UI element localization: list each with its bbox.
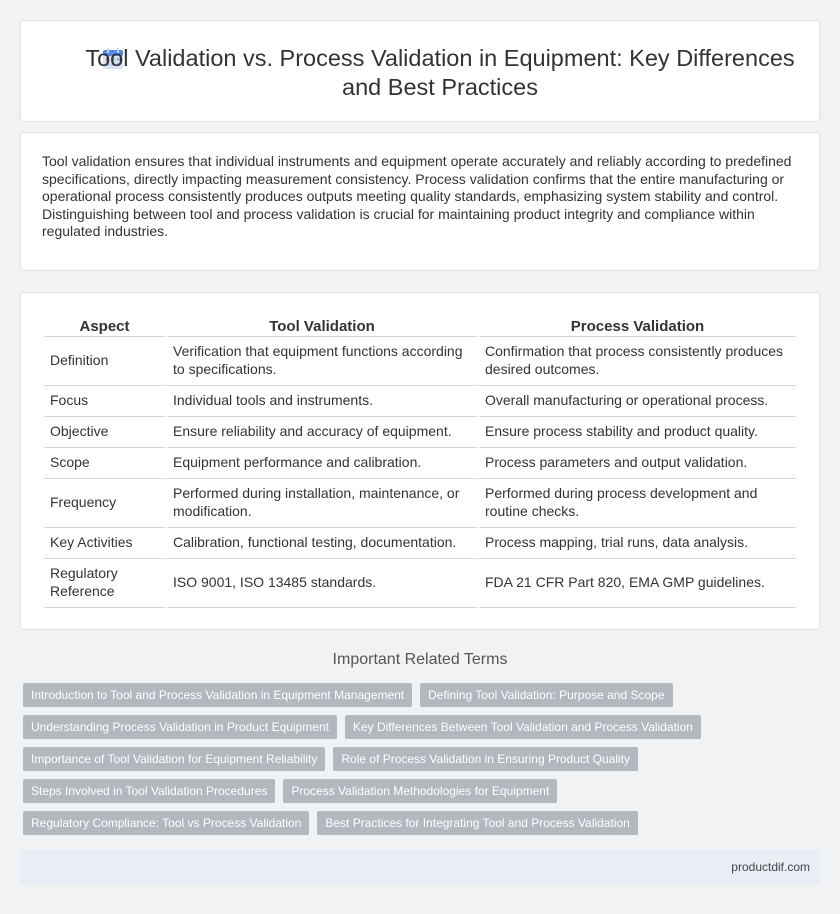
related-term-tag[interactable]: Introduction to Tool and Process Validation in Equipment Management <box>23 683 412 707</box>
comparison-card <box>20 292 820 630</box>
row-aspect: Objective <box>44 417 165 448</box>
related-term-tag[interactable]: Role of Process Validation in Ensuring Product Quality <box>333 747 638 771</box>
related-term-tag[interactable]: Importance of Tool Validation for Equipment Reliability <box>23 747 325 771</box>
page-title: Tool Validation vs. Process Validation in Equipment: Key Differences and Best Practices <box>85 45 795 100</box>
row-aspect: Definition <box>44 337 165 386</box>
row-tool: Equipment performance and calibration. <box>167 448 477 479</box>
header-tool-validation: Tool Validation <box>167 315 477 337</box>
related-term-tag[interactable]: Defining Tool Validation: Purpose and Scope <box>420 683 672 707</box>
header-aspect: Aspect <box>44 315 165 337</box>
table-row <box>44 448 796 479</box>
title-card <box>20 20 820 122</box>
related-term-tag[interactable]: Understanding Process Validation in Product Equipment <box>23 715 337 739</box>
row-tool: Individual tools and instruments. <box>167 386 477 417</box>
intro-card <box>20 132 820 271</box>
table-header-row <box>44 315 796 337</box>
comparison-table <box>42 315 798 608</box>
table-row <box>44 337 796 386</box>
intro-paragraph: Tool validation ensures that individual instruments and equipment operate accurately and reliably according to predefined specifications, directly impacting measurement consistency. Process validation confirms that the entire manufacturing or operational process consistently produces outputs meeting quality standards, emphasizing system stability and control. Distinguishing between tool and process validation is crucial for maintaining product integrity and compliance within regulated industries. <box>42 153 792 240</box>
row-aspect: Focus <box>44 386 165 417</box>
table-row <box>44 479 796 528</box>
row-process: Performed during process development and routine checks. <box>479 479 796 528</box>
row-process: FDA 21 CFR Part 820, EMA GMP guidelines. <box>479 559 796 608</box>
row-tool: Calibration, functional testing, documentation. <box>167 528 477 559</box>
related-term-tag[interactable]: Regulatory Compliance: Tool vs Process Validation <box>23 811 309 835</box>
table-row <box>44 559 796 608</box>
row-tool: ISO 9001, ISO 13485 standards. <box>167 559 477 608</box>
related-terms-heading: Important Related Terms <box>332 651 508 668</box>
row-tool: Performed during installation, maintenance, or modification. <box>167 479 477 528</box>
row-aspect: Scope <box>44 448 165 479</box>
row-process: Confirmation that process consistently produces desired outcomes. <box>479 337 796 386</box>
row-tool: Verification that equipment functions according to specifications. <box>167 337 477 386</box>
row-process: Ensure process stability and product quality. <box>479 417 796 448</box>
header-process-validation: Process Validation <box>479 315 796 337</box>
row-tool: Ensure reliability and accuracy of equipment. <box>167 417 477 448</box>
related-term-tag[interactable]: Steps Involved in Tool Validation Procedures <box>23 779 275 803</box>
row-aspect: Regulatory Reference <box>44 559 165 608</box>
row-aspect: Key Activities <box>44 528 165 559</box>
related-term-tag[interactable]: Process Validation Methodologies for Equipment <box>283 779 557 803</box>
row-process: Process parameters and output validation. <box>479 448 796 479</box>
row-aspect: Frequency <box>44 479 165 528</box>
row-process: Process mapping, trial runs, data analysis. <box>479 528 796 559</box>
table-row <box>44 386 796 417</box>
table-row <box>44 417 796 448</box>
related-terms-list <box>23 683 813 843</box>
footer-bar <box>20 850 820 884</box>
related-term-tag[interactable]: Key Differences Between Tool Validation and Process Validation <box>345 715 701 739</box>
row-process: Overall manufacturing or operational process. <box>479 386 796 417</box>
table-row <box>44 528 796 559</box>
related-term-tag[interactable]: Best Practices for Integrating Tool and Process Validation <box>317 811 637 835</box>
footer-site-link[interactable]: productdif.com <box>731 860 810 874</box>
